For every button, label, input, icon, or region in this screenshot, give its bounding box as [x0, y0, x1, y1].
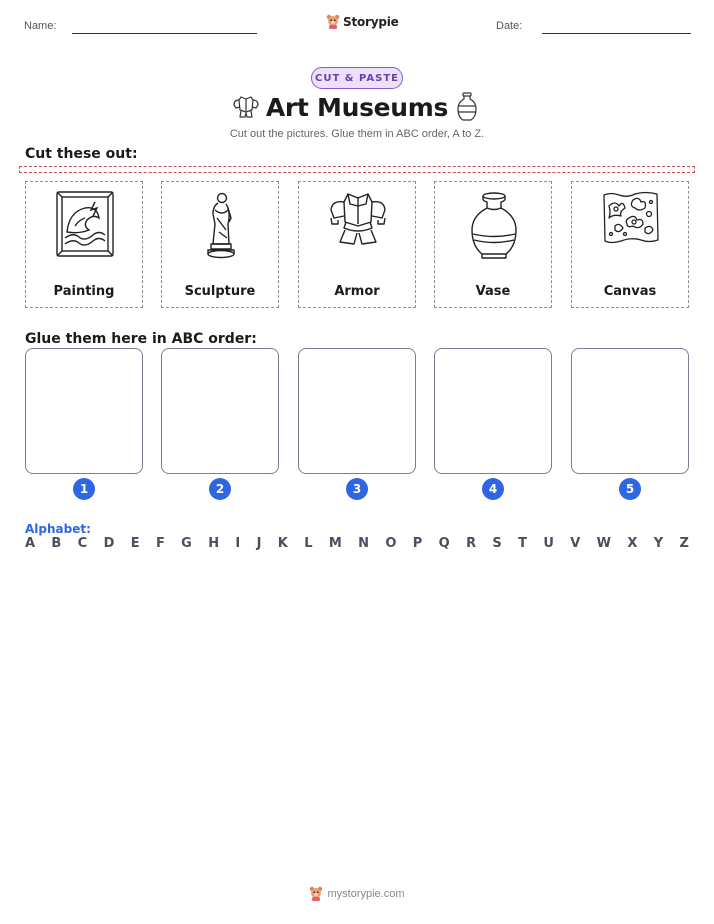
footer-url: mystorypie.com [327, 887, 405, 900]
cut-paste-badge: CUT & PASTE [311, 67, 403, 89]
slot-number: 4 [482, 478, 504, 500]
alphabet-letter: B [51, 536, 62, 551]
date-label: Date: [496, 20, 523, 32]
card-label: Armor [334, 284, 380, 299]
glue-slot-3[interactable] [298, 348, 416, 474]
alphabet-label: Alphabet: [25, 522, 91, 536]
instructions-subtitle: Cut out the pictures. Glue them in ABC order, A to Z. [229, 128, 485, 140]
cut-card-canvas[interactable] [571, 181, 689, 308]
card-label: Sculpture [184, 284, 256, 299]
alphabet-letter: K [277, 536, 288, 551]
name-label: Name: [24, 20, 57, 32]
cut-section-heading: Cut these out: [25, 146, 138, 162]
brand-name: Storypie [343, 14, 399, 29]
bear-mascot-icon [326, 14, 340, 29]
brand-logo [326, 14, 399, 29]
alphabet-letter: D [103, 536, 115, 551]
painting-icon [55, 190, 115, 258]
alphabet-letter: Q [438, 536, 450, 551]
alphabet-letter: G [181, 536, 192, 551]
alphabet-letter: R [466, 536, 477, 551]
alphabet-letter: L [304, 536, 313, 551]
cut-dashed-line [19, 166, 695, 173]
alphabet-letter: E [130, 536, 140, 551]
alphabet-letter: U [543, 536, 554, 551]
page-title: Art Museums [265, 93, 449, 122]
glue-slot-5[interactable] [571, 348, 689, 474]
alphabet-letter: A [25, 536, 36, 551]
glue-section-heading: Glue them here in ABC order: [25, 331, 257, 347]
footer [0, 886, 714, 901]
alphabet-letter: N [358, 536, 370, 551]
sculpture-icon [191, 190, 251, 262]
alphabet-letter: F [155, 536, 165, 551]
alphabet-letter: X [627, 536, 638, 551]
alphabet-letter: H [208, 536, 220, 551]
slot-number: 1 [73, 478, 95, 500]
alphabet-letter: O [385, 536, 397, 551]
date-line[interactable] [542, 33, 691, 34]
vase-icon [464, 190, 524, 262]
alphabet-letter: J [256, 536, 262, 551]
cut-card-vase[interactable] [434, 181, 552, 308]
alphabet-letter: W [596, 536, 612, 551]
armor-icon [328, 190, 388, 252]
name-line[interactable] [72, 33, 257, 34]
slot-number: 5 [619, 478, 641, 500]
alphabet-letter: C [77, 536, 88, 551]
card-label: Vase [475, 284, 511, 299]
alphabet-row [25, 536, 689, 551]
alphabet-letter: M [328, 536, 342, 551]
bear-mascot-icon [309, 886, 323, 901]
vase-small-icon [456, 92, 478, 122]
alphabet-letter: V [570, 536, 581, 551]
canvas-icon [601, 190, 661, 248]
slot-number: 2 [209, 478, 231, 500]
glue-slot-2[interactable] [161, 348, 279, 474]
card-label: Painting [53, 284, 115, 299]
alphabet-letter: Z [679, 536, 689, 551]
alphabet-letter: Y [653, 536, 664, 551]
card-label: Canvas [603, 284, 657, 299]
alphabet-letter: T [518, 536, 528, 551]
glue-slot-1[interactable] [25, 348, 143, 474]
cut-card-sculpture[interactable] [161, 181, 279, 308]
alphabet-letter: P [412, 536, 423, 551]
alphabet-letter: I [235, 536, 241, 551]
cut-card-painting[interactable] [25, 181, 143, 308]
cut-card-armor[interactable] [298, 181, 416, 308]
glue-slot-4[interactable] [434, 348, 552, 474]
alphabet-letter: S [492, 536, 502, 551]
slot-number: 3 [346, 478, 368, 500]
